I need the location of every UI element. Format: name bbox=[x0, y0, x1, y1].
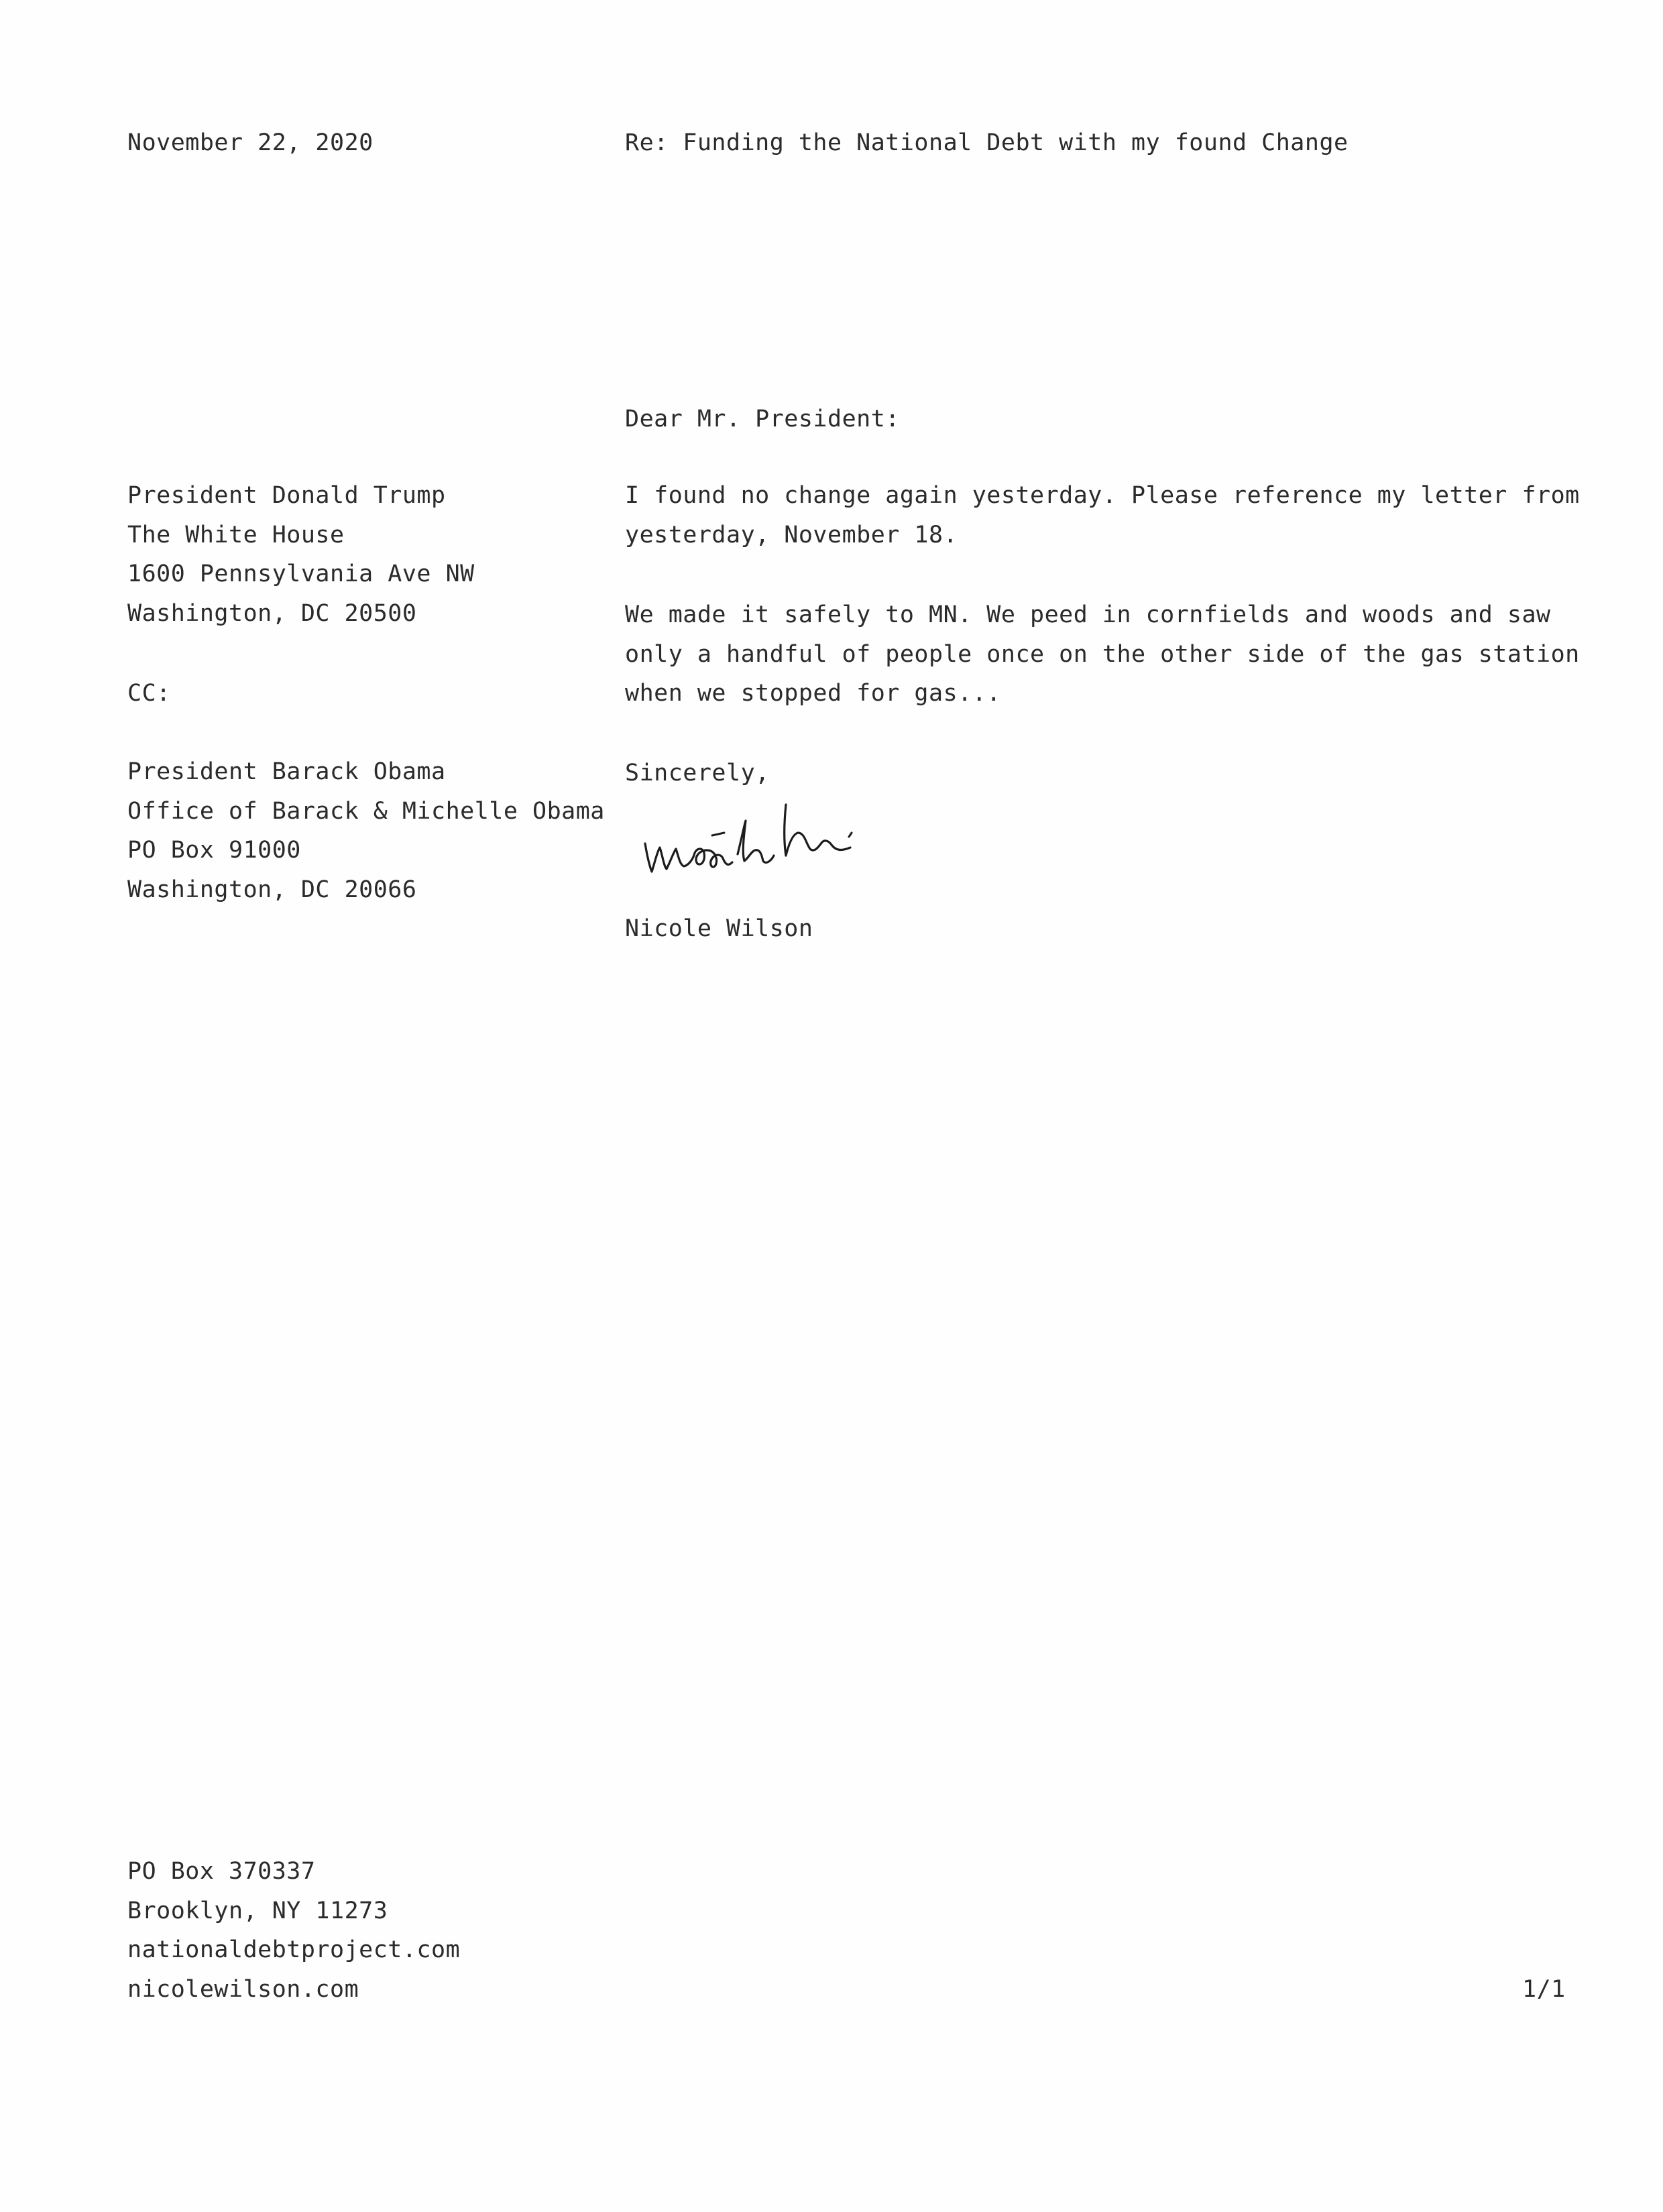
cc-line: Office of Barack & Michelle Obama bbox=[127, 797, 605, 825]
recipient-line: President Donald Trump bbox=[127, 482, 446, 509]
cc-address bbox=[127, 752, 605, 909]
footer-line: nationaldebtproject.com bbox=[127, 1936, 461, 1963]
footer-line: Brooklyn, NY 11273 bbox=[127, 1897, 388, 1924]
recipient-address bbox=[127, 476, 475, 633]
handwritten-signature bbox=[637, 791, 972, 892]
cc-label: CC: bbox=[127, 680, 171, 707]
recipient-line: Washington, DC 20500 bbox=[127, 599, 417, 627]
salutation: Dear Mr. President: bbox=[625, 406, 900, 432]
page-number: 1/1 bbox=[1522, 1976, 1566, 2003]
valediction: Sincerely, bbox=[625, 760, 770, 787]
recipient-line: The White House bbox=[127, 521, 345, 548]
cc-line: President Barack Obama bbox=[127, 758, 446, 785]
body-line: only a handful of people once on the other side of the gas station bbox=[625, 640, 1580, 668]
body-paragraph-1 bbox=[625, 476, 1580, 555]
body-paragraph-2 bbox=[625, 595, 1580, 713]
body-line: when we stopped for gas... bbox=[625, 680, 1001, 707]
body-line: We made it safely to MN. We peed in cornfields and woods and saw bbox=[625, 601, 1551, 628]
cc-line: Washington, DC 20066 bbox=[127, 876, 417, 903]
signature-drawing bbox=[637, 791, 972, 892]
cc-line: PO Box 91000 bbox=[127, 837, 301, 864]
recipient-line: 1600 Pennsylvania Ave NW bbox=[127, 561, 475, 587]
body-line: I found no change again yesterday. Please reference my letter from bbox=[625, 482, 1580, 509]
letter-subject: Re: Funding the National Debt with my found Change bbox=[625, 129, 1349, 156]
footer-line: nicolewilson.com bbox=[127, 1975, 359, 2003]
footer-address bbox=[127, 1852, 460, 2009]
body-line: yesterday, November 18. bbox=[625, 521, 958, 548]
signatory-name: Nicole Wilson bbox=[625, 915, 813, 942]
letter-date: November 22, 2020 bbox=[127, 129, 374, 156]
footer-line: PO Box 370337 bbox=[127, 1858, 316, 1885]
